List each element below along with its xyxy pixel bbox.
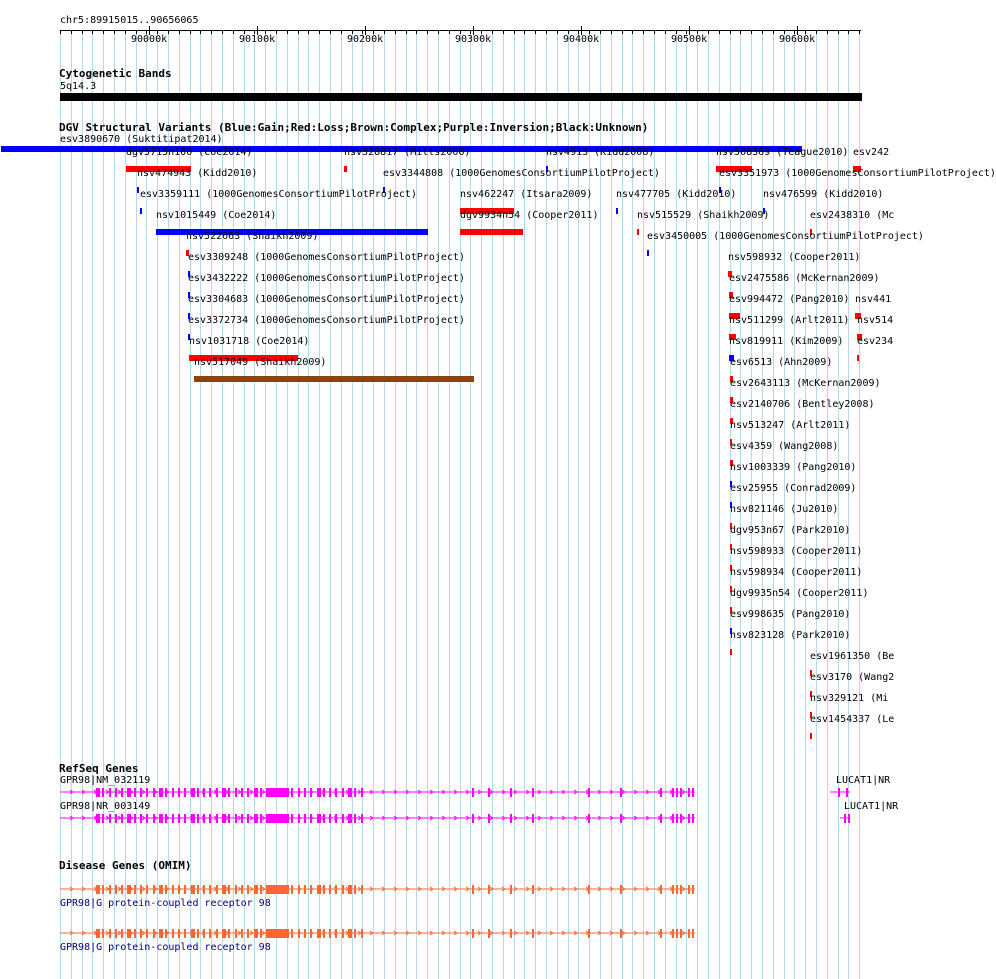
dgv-variant-label[interactable]: nsv1003339 (Pang2010) <box>730 462 857 473</box>
refseq-exon <box>247 788 249 797</box>
dgv-variant-label[interactable]: esv3351973 (1000GenomesConsortiumPilotProject) <box>719 168 996 179</box>
omim-exon <box>342 929 344 938</box>
omim-exon <box>532 885 534 894</box>
ruler-tick-label: 90200k <box>347 34 384 45</box>
omim-exon <box>165 885 167 894</box>
refseq-exon <box>266 788 268 797</box>
omim-exon <box>254 929 258 938</box>
dgv-variant-label[interactable]: esv6513 (Ahn2009) <box>730 357 833 368</box>
omim-exon <box>178 885 180 894</box>
refseq-exon <box>109 788 111 797</box>
dgv-variant-label[interactable]: dgv5715n100 (Coe2014) <box>126 147 253 158</box>
omim-exon <box>146 885 148 894</box>
omim-exon <box>203 929 205 938</box>
omim-exon <box>247 929 249 938</box>
omim-exon <box>488 885 490 894</box>
refseq-exon <box>191 788 195 797</box>
ruler-tick-label: 90300k <box>455 34 492 45</box>
omim-exon <box>222 929 226 938</box>
omim-exon <box>335 885 337 894</box>
dgv-track-title[interactable]: DGV Structural Variants (Blue:Gain;Red:Loss;Brown:Complex;Purple:Inversion;Black:Unknown) <box>59 121 649 134</box>
refseq-exon <box>134 788 136 797</box>
omim-exon <box>317 885 321 894</box>
dgv-variant-label[interactable]: esv2140706 (Bentley2008) <box>730 399 875 410</box>
omim-exon <box>191 885 195 894</box>
refseq-exon <box>291 788 293 797</box>
refseq-exon <box>342 788 344 797</box>
refseq-exon <box>335 814 337 823</box>
dgv-variant-label[interactable]: nsv1015449 (Coe2014) <box>156 210 277 221</box>
refseq-exon <box>203 788 205 797</box>
refseq-exon <box>109 814 111 823</box>
dgv-variant-label[interactable]: esv3344808 (1000GenomesConsortiumPilotProject) <box>383 168 660 179</box>
omim-exon <box>692 885 694 894</box>
omim-exon <box>680 885 682 894</box>
omim-exon <box>216 885 218 894</box>
omim-exon <box>361 885 363 894</box>
cytoband-track-title[interactable]: Cytogenetic Bands <box>59 67 172 80</box>
omim-exon <box>676 885 678 894</box>
refseq-exon <box>317 814 321 823</box>
omim-exon <box>109 885 111 894</box>
refseq-exon <box>692 788 694 797</box>
dgv-variant-label[interactable]: esv3890670 (Suktitipat2014) <box>60 134 223 145</box>
dgv-variant-label[interactable]: esv3304683 (1000GenomesConsortiumPilotProject) <box>188 294 465 305</box>
refseq-exon <box>153 788 155 797</box>
dgv-variant-label[interactable]: nsv476599 (Kidd2010) <box>763 189 884 200</box>
omim-exon <box>291 929 293 938</box>
refseq-transcript-label[interactable]: GPR98|NM_032119 <box>60 775 151 786</box>
omim-exon <box>688 885 690 894</box>
refseq-exon <box>140 814 142 823</box>
refseq-exon <box>510 788 512 797</box>
omim-exon <box>291 885 293 894</box>
refseq-transcript-label[interactable]: LUCAT1|NR <box>836 775 891 786</box>
dgv-variant-label[interactable]: nsv513247 (Arlt2011) <box>730 420 851 431</box>
refseq-exon <box>588 814 590 823</box>
refseq-exon <box>348 788 352 797</box>
refseq-exon <box>680 788 682 797</box>
dgv-variant-label[interactable]: esv25955 (Conrad2009) <box>730 483 857 494</box>
omim-exon <box>660 929 662 938</box>
refseq-exon <box>146 788 148 797</box>
omim-exon <box>134 885 136 894</box>
omim-exon <box>620 929 622 938</box>
refseq-exon <box>254 788 258 797</box>
refseq-exon <box>317 788 321 797</box>
omim-exon <box>140 929 142 938</box>
dgv-variant-label[interactable]: nsv598934 (Cooper2011) <box>730 567 863 578</box>
refseq-exon <box>692 814 694 823</box>
omim-exon <box>510 885 512 894</box>
omim-exon <box>660 885 662 894</box>
refseq-exon <box>329 788 331 797</box>
refseq-exon <box>254 814 258 823</box>
refseq-exon <box>235 788 237 797</box>
refseq-exon <box>197 788 199 797</box>
omim-exon <box>298 929 300 938</box>
omim-exon <box>260 929 262 938</box>
refseq-exon <box>228 814 230 823</box>
refseq-exon <box>102 814 104 823</box>
dgv-variant-label[interactable]: esv998635 (Pang2010) <box>730 609 851 620</box>
refseq-exon <box>846 788 848 797</box>
omim-exon <box>102 885 104 894</box>
omim-exon <box>109 929 111 938</box>
refseq-exon <box>266 814 268 823</box>
cytoband-label: 5q14.3 <box>60 81 97 92</box>
omim-exon <box>266 929 268 938</box>
dgv-variant-label[interactable]: nsv515529 (Shaikh2009) <box>637 210 770 221</box>
refseq-exon <box>660 788 662 797</box>
refseq-exon <box>354 814 356 823</box>
omim-exon <box>304 885 306 894</box>
omim-exon <box>222 885 226 894</box>
dgv-variant-label[interactable]: esv3359111 (1000GenomesConsortiumPilotProject) <box>140 189 417 200</box>
refseq-exon <box>115 814 117 823</box>
omim-exon <box>323 885 325 894</box>
dgv-variant-label[interactable]: esv3372734 (1000GenomesConsortiumPilotProject) <box>188 315 465 326</box>
refseq-exon <box>178 814 180 823</box>
omim-exon <box>115 885 117 894</box>
refseq-exon <box>165 788 167 797</box>
refseq-exon <box>688 814 690 823</box>
dgv-variant-label[interactable]: nsv511299 (Arlt2011) <box>729 315 850 326</box>
omim-exon <box>676 929 678 938</box>
refseq-exon <box>203 814 205 823</box>
omim-exon <box>209 929 211 938</box>
omim-exon <box>472 885 474 894</box>
refseq-exon <box>268 814 286 823</box>
omim-exon <box>172 885 174 894</box>
omim-exon <box>329 929 331 938</box>
refseq-exon <box>197 814 199 823</box>
omim-exon <box>268 929 286 938</box>
omim-track-title[interactable]: Disease Genes (OMIM) <box>59 859 192 872</box>
dgv-variant-label[interactable]: nsv474943 (Kidd2010) <box>137 168 258 179</box>
omim-exon <box>159 885 163 894</box>
omim-exon <box>235 885 237 894</box>
dgv-variant-label[interactable]: esv1961350 (Be <box>810 651 895 662</box>
omim-exon <box>121 885 123 894</box>
refseq-exon <box>96 814 100 823</box>
dgv-variant-label[interactable]: nsv477705 (Kidd2010) <box>616 189 737 200</box>
omim-exon <box>323 929 325 938</box>
omim-exon <box>348 885 352 894</box>
refseq-exon <box>268 788 286 797</box>
dgv-variant-label[interactable]: nsv522663 (Shaikh2009) <box>186 231 319 242</box>
refseq-exon <box>688 788 690 797</box>
omim-exon <box>247 885 249 894</box>
omim-exon <box>620 885 622 894</box>
refseq-exon <box>298 814 300 823</box>
refseq-exon <box>298 788 300 797</box>
omim-exon <box>310 929 312 938</box>
ruler-tick-label: 90400k <box>563 34 600 45</box>
refseq-exon <box>472 814 474 823</box>
omim-exon <box>197 885 199 894</box>
dgv-variant-label[interactable]: nsv821146 (Ju2010) <box>730 504 839 515</box>
refseq-exon <box>228 788 230 797</box>
omim-exon <box>184 885 186 894</box>
omim-exon <box>688 929 690 938</box>
omim-exon <box>335 929 337 938</box>
omim-exon <box>203 885 205 894</box>
omim-exon <box>510 929 512 938</box>
dgv-variant-label[interactable]: dgv9934n54 (Cooper2011) <box>460 210 599 221</box>
dgv-variant-label[interactable]: nsv823128 (Park2010) <box>730 630 851 641</box>
refseq-exon <box>127 814 131 823</box>
omim-exon <box>134 929 136 938</box>
refseq-exon <box>96 788 100 797</box>
refseq-exon <box>222 788 226 797</box>
refseq-transcript-label[interactable]: GPR98|NR_003149 <box>60 801 151 812</box>
omim-exon <box>127 929 131 938</box>
omim-exon <box>197 929 199 938</box>
omim-exon <box>153 885 155 894</box>
omim-exon <box>241 929 243 938</box>
refseq-track-title[interactable]: RefSeq Genes <box>59 762 139 775</box>
dgv-variant-label[interactable]: esv2438310 (Mc <box>810 210 895 221</box>
refseq-exon <box>488 814 490 823</box>
refseq-exon <box>121 814 123 823</box>
dgv-variant-label[interactable]: esv234 <box>857 336 894 347</box>
refseq-exon <box>620 788 622 797</box>
refseq-exon <box>260 788 262 797</box>
dgv-variant-label[interactable]: nsv328817 (Mills2006) <box>344 147 471 158</box>
dgv-variant-label[interactable]: esv3309248 (1000GenomesConsortiumPilotProject) <box>188 252 465 263</box>
dgv-variant-label[interactable]: nsv1031718 (Coe2014) <box>189 336 310 347</box>
omim-exon <box>361 929 363 938</box>
refseq-exon <box>510 814 512 823</box>
omim-exon <box>298 885 300 894</box>
refseq-exon <box>102 788 104 797</box>
refseq-exon <box>844 814 846 823</box>
omim-exon <box>329 885 331 894</box>
refseq-exon <box>121 788 123 797</box>
omim-exon <box>588 885 590 894</box>
omim-exon <box>680 929 682 938</box>
omim-exon <box>588 929 590 938</box>
omim-exon <box>241 885 243 894</box>
refseq-exon <box>676 788 678 797</box>
omim-exon <box>178 929 180 938</box>
refseq-exon <box>329 814 331 823</box>
omim-exon <box>692 929 694 938</box>
refseq-exon <box>247 814 249 823</box>
dgv-variant-label[interactable]: esv994472 (Pang2010) <box>729 294 850 305</box>
omim-exon <box>672 929 674 938</box>
refseq-exon <box>191 814 195 823</box>
dgv-variant-label[interactable]: esv3170 (Wang2 <box>810 672 895 683</box>
refseq-exon <box>676 814 678 823</box>
dgv-variant-label[interactable]: esv4359 (Wang2008) <box>730 441 839 452</box>
omim-exon <box>317 929 321 938</box>
omim-exon <box>472 929 474 938</box>
refseq-exon <box>838 788 840 797</box>
refseq-exon <box>140 788 142 797</box>
refseq-exon <box>159 814 163 823</box>
refseq-exon <box>361 814 363 823</box>
ruler-tick-label: 90100k <box>239 34 276 45</box>
refseq-exon <box>165 814 167 823</box>
omim-gene-label[interactable]: GPR98|G protein-coupled receptor 98 <box>60 942 271 953</box>
omim-exon <box>153 929 155 938</box>
omim-exon <box>348 929 352 938</box>
dgv-variant-label[interactable]: nsv4913 (Kidd2008) <box>546 147 655 158</box>
refseq-exon <box>310 788 312 797</box>
omim-exon <box>235 929 237 938</box>
dgv-variant-label[interactable]: esv3432222 (1000GenomesConsortiumPilotProject) <box>188 273 465 284</box>
refseq-exon <box>620 814 622 823</box>
dgv-variant-label[interactable]: nsv514 <box>857 315 894 326</box>
omim-exon <box>354 929 356 938</box>
refseq-exon <box>115 788 117 797</box>
refseq-exon <box>304 814 306 823</box>
refseq-exon <box>532 814 534 823</box>
dgv-variant-label[interactable]: nsv819911 (Kim2009) <box>729 336 844 347</box>
omim-exon <box>268 885 286 894</box>
dgv-variant-label[interactable]: nsv517049 (Shaikh2009) <box>194 357 327 368</box>
omim-exon <box>260 885 262 894</box>
omim-exon <box>127 885 131 894</box>
omim-exon <box>228 929 230 938</box>
refseq-exon <box>680 814 682 823</box>
omim-exon <box>140 885 142 894</box>
refseq-exon <box>216 814 218 823</box>
omim-exon <box>254 885 258 894</box>
omim-exon <box>159 929 163 938</box>
omim-exon <box>672 885 674 894</box>
dgv-variant-label[interactable]: nsv462247 (Itsara2009) <box>460 189 593 200</box>
refseq-exon <box>304 788 306 797</box>
omim-exon <box>216 929 218 938</box>
omim-exon <box>532 929 534 938</box>
refseq-exon <box>209 814 211 823</box>
refseq-exon <box>361 788 363 797</box>
refseq-exon <box>348 814 352 823</box>
refseq-exon <box>588 788 590 797</box>
dgv-variant-label[interactable]: esv2643113 (McKernan2009) <box>730 378 881 389</box>
refseq-exon <box>222 814 226 823</box>
omim-exon <box>488 929 490 938</box>
refseq-exon <box>235 814 237 823</box>
omim-exon <box>310 885 312 894</box>
omim-exon <box>184 929 186 938</box>
omim-exon <box>354 885 356 894</box>
refseq-exon <box>342 814 344 823</box>
dgv-variant-label[interactable]: nsv329121 (Mi <box>810 693 889 704</box>
refseq-exon <box>184 814 186 823</box>
omim-exon <box>96 929 100 938</box>
omim-exon <box>191 929 195 938</box>
omim-exon <box>304 929 306 938</box>
dgv-variant-label[interactable]: nsv598933 (Cooper2011) <box>730 546 863 557</box>
refseq-exon <box>172 814 174 823</box>
omim-exon <box>266 885 268 894</box>
omim-exon <box>165 929 167 938</box>
refseq-exon <box>323 814 325 823</box>
refseq-exon <box>159 788 163 797</box>
omim-exon <box>121 929 123 938</box>
omim-exon <box>146 929 148 938</box>
ruler-tick-label: 90500k <box>671 34 708 45</box>
refseq-exon <box>354 788 356 797</box>
dgv-variant-label[interactable]: dgv953n67 (Park2010) <box>730 525 851 536</box>
refseq-exon <box>146 814 148 823</box>
refseq-exon <box>672 788 674 797</box>
ruler-tick-label: 90600k <box>779 34 816 45</box>
refseq-transcript-label[interactable]: LUCAT1|NR <box>844 801 899 812</box>
omim-gene-label[interactable]: GPR98|G protein-coupled receptor 98 <box>60 898 271 909</box>
refseq-exon <box>134 814 136 823</box>
refseq-exon <box>291 814 293 823</box>
dgv-variant-label[interactable]: nsv598932 (Cooper2011) <box>728 252 861 263</box>
refseq-exon <box>532 788 534 797</box>
refseq-exon <box>310 814 312 823</box>
refseq-exon <box>660 814 662 823</box>
refseq-exon <box>153 814 155 823</box>
refseq-exon <box>260 814 262 823</box>
refseq-exon <box>216 788 218 797</box>
omim-exon <box>102 929 104 938</box>
refseq-exon <box>335 788 337 797</box>
dgv-variant-label[interactable]: esv2475586 (McKernan2009) <box>729 273 880 284</box>
refseq-exon <box>488 788 490 797</box>
omim-exon <box>209 885 211 894</box>
refseq-exon <box>672 814 674 823</box>
dgv-variant-label[interactable]: esv3450005 (1000GenomesConsortiumPilotProject) <box>647 231 924 242</box>
refseq-exon <box>241 788 243 797</box>
omim-exon <box>96 885 100 894</box>
refseq-exon <box>323 788 325 797</box>
ruler-tick-label: 90000k <box>131 34 168 45</box>
dgv-variant-label[interactable]: dgv9935n54 (Cooper2011) <box>730 588 869 599</box>
refseq-exon <box>209 788 211 797</box>
omim-exon <box>342 885 344 894</box>
dgv-variant-label[interactable]: esv1454337 (Le <box>810 714 895 725</box>
omim-exon <box>228 885 230 894</box>
refseq-exon <box>172 788 174 797</box>
refseq-exon <box>472 788 474 797</box>
dgv-variant-label[interactable]: nsv441 <box>855 294 892 305</box>
omim-exon <box>115 929 117 938</box>
refseq-exon <box>848 814 850 823</box>
refseq-exon <box>184 788 186 797</box>
position-label: chr5:89915015..90656065 <box>60 15 199 26</box>
refseq-exon <box>178 788 180 797</box>
dgv-variant-label[interactable]: nsv508369 (Teague2010) <box>716 147 849 158</box>
omim-exon <box>172 929 174 938</box>
dgv-variant-label[interactable]: esv242 <box>853 147 890 158</box>
refseq-exon <box>127 788 131 797</box>
refseq-exon <box>241 814 243 823</box>
